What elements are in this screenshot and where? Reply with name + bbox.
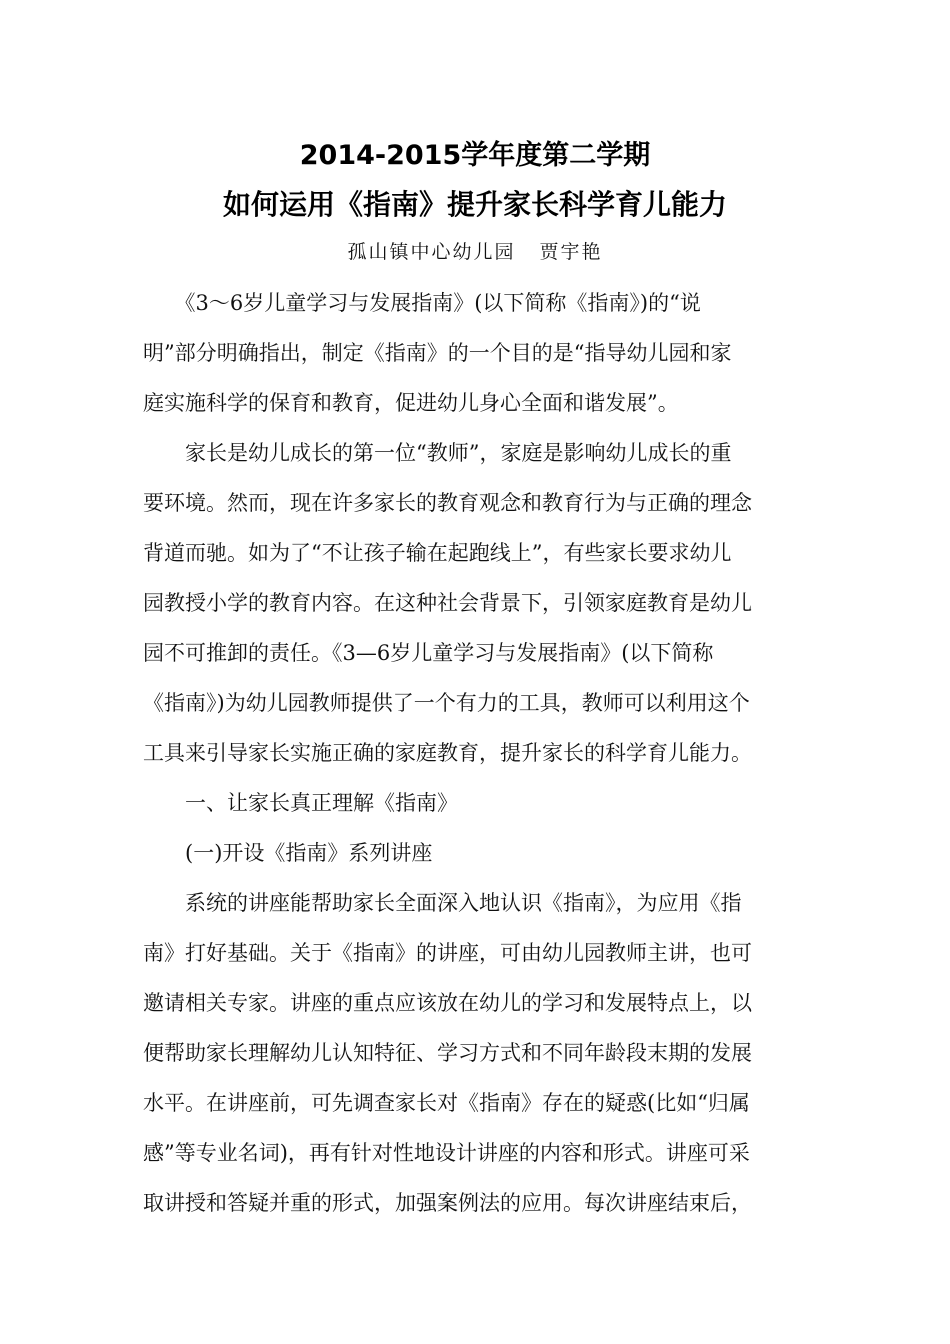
body-text-line: 背道而驰。如为了“不让孩子输在起跑线上”，有些家长要求幼儿 — [143, 541, 732, 565]
body-text-line: 园不可推卸的责任。《3—6岁儿童学习与发展指南》(以下简称 — [143, 641, 714, 665]
body-text-line: 取讲授和答疑并重的形式，加强案例法的应用。每次讲座结束后， — [143, 1191, 752, 1215]
body-text-line: 邀请相关专家。讲座的重点应该放在幼儿的学习和发展特点上，以 — [143, 991, 752, 1015]
document-title-term: 2014-2015学年度第二学期 — [299, 140, 651, 171]
body-text-line: 《3～6岁儿童学习与发展指南》(以下简称《指南》)的“说 — [143, 291, 701, 315]
body-text-line: 家长是幼儿成长的第一位“教师”，家庭是影响幼儿成长的重 — [143, 441, 732, 465]
body-text-line: 水平。在讲座前，可先调查家长对《指南》存在的疑惑(比如“归属 — [143, 1091, 750, 1115]
body-text-line: 便帮助家长理解幼儿认知特征、学习方式和不同年龄段末期的发展 — [143, 1041, 752, 1065]
body-text-line: 《指南》)为幼儿园教师提供了一个有力的工具，教师可以利用这个 — [143, 691, 750, 715]
body-text-line: 一、让家长真正理解《指南》 — [143, 791, 458, 815]
body-text-line: (一)开设《指南》系列讲座 — [143, 841, 433, 865]
body-text-line: 要环境。然而，现在许多家长的教育观念和教育行为与正确的理念 — [143, 491, 752, 515]
body-text-line: 感”等专业名词)，再有针对性地设计讲座的内容和形式。讲座可采 — [143, 1141, 750, 1165]
body-text-line: 系统的讲座能帮助家长全面深入地认识《指南》，为应用《指 — [143, 891, 742, 915]
body-text-line: 园教授小学的教育内容。在这种社会背景下，引领家庭教育是幼儿 — [143, 591, 752, 615]
body-text-line: 庭实施科学的保育和教育，促进幼儿身心全面和谐发展”。 — [143, 391, 679, 415]
document-author: 孤山镇中心幼儿园 贾宇艳 — [347, 241, 603, 263]
body-text-line: 南》打好基础。关于《指南》的讲座，可由幼儿园教师主讲，也可 — [143, 941, 752, 965]
body-text-line: 工具来引导家长实施正确的家庭教育，提升家长的科学育儿能力。 — [143, 741, 752, 765]
document-title-main: 如何运用《指南》提升家长科学育儿能力 — [222, 188, 727, 221]
body-text-line: 明”部分明确指出，制定《指南》的一个目的是“指导幼儿园和家 — [143, 341, 732, 365]
